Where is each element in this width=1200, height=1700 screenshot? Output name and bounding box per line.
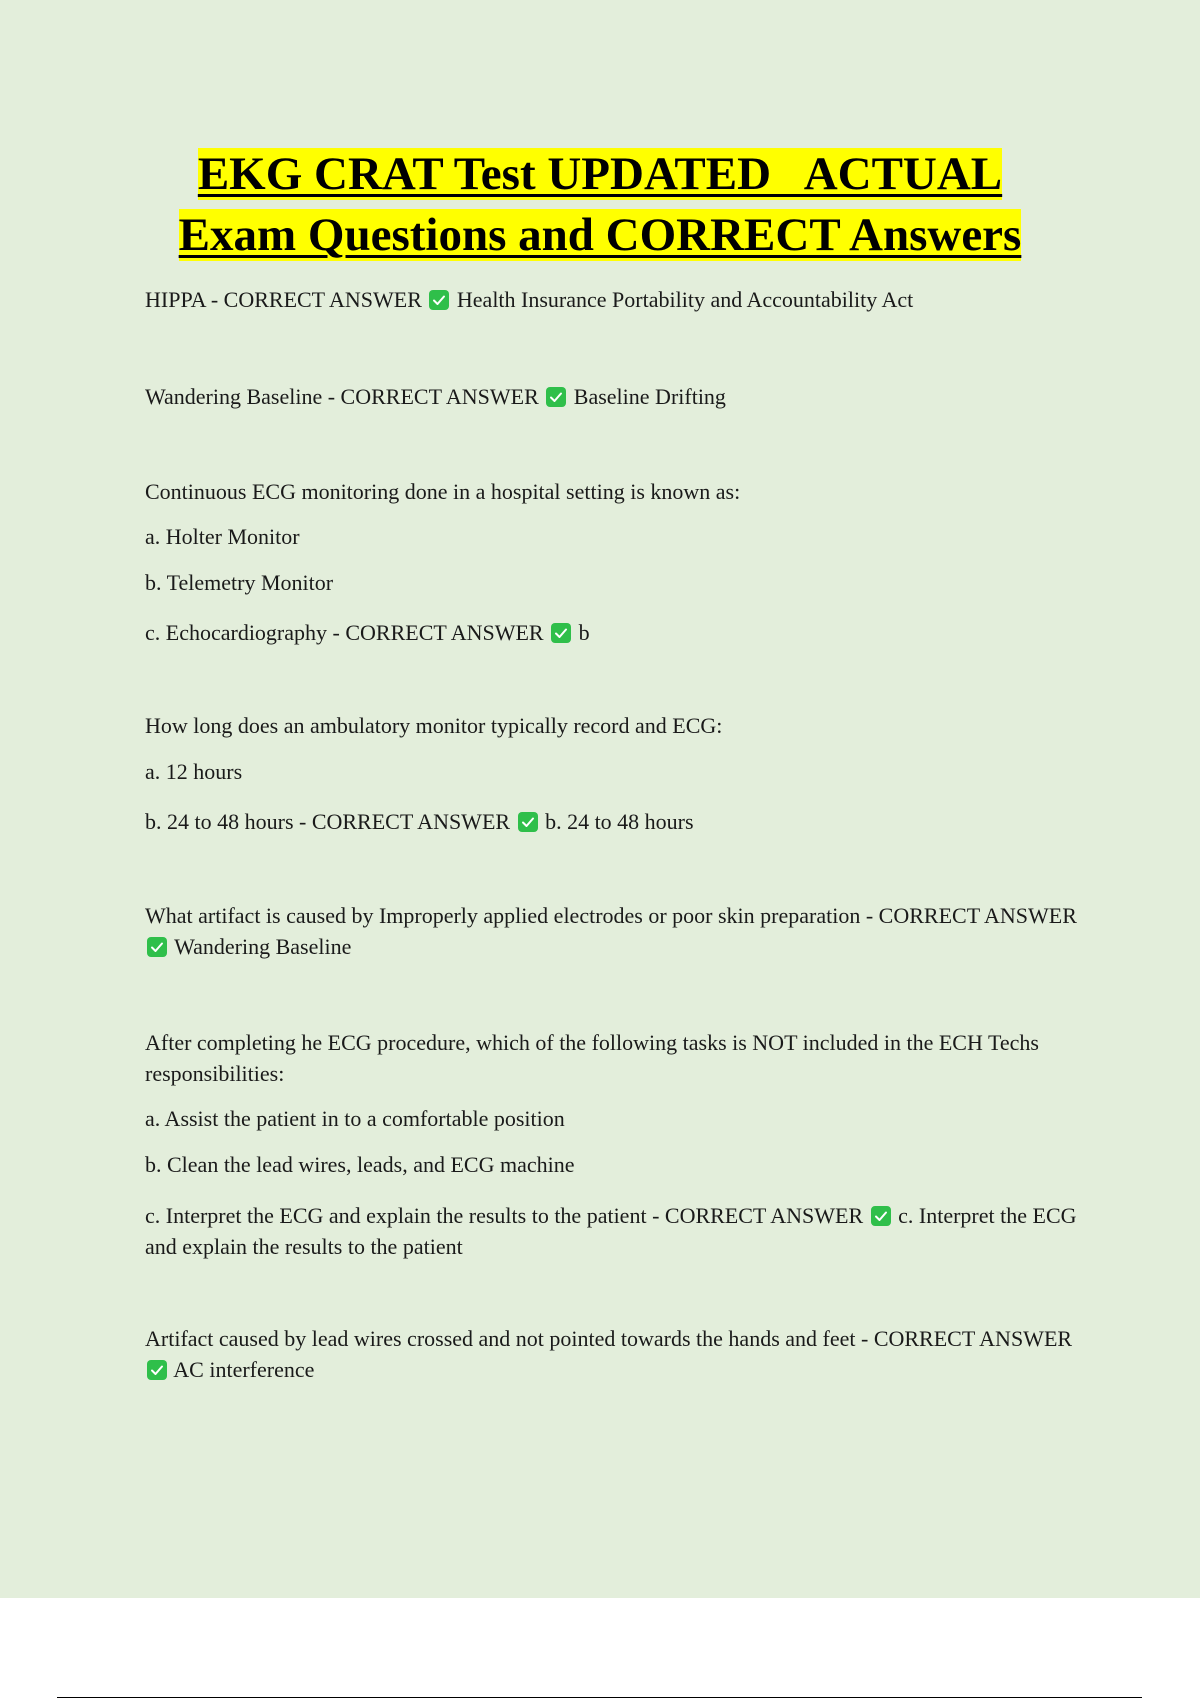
answer-text: Wandering Baseline (174, 934, 352, 959)
question-text: Continuous ECG monitoring done in a hospital setting is known as: (145, 479, 741, 504)
check-mark-icon (147, 1360, 167, 1380)
answer-prefix: b. 24 to 48 hours - CORRECT ANSWER (145, 809, 511, 834)
check-mark-icon (546, 387, 566, 407)
question-text: After completing he ECG procedure, which of the following tasks is NOT included in the ECH Techs responsibilities: (145, 1030, 1039, 1086)
answer-text: Health Insurance Portability and Accountability Act (456, 287, 914, 312)
qa-item-ecg-tech-responsibilities (145, 1200, 1085, 1262)
check-mark-icon (518, 812, 538, 832)
answer-prefix: c. Echocardiography - CORRECT ANSWER (145, 620, 544, 645)
title-line-1: EKG CRAT Test UPDATED ACTUAL (197, 148, 1003, 200)
option-b: b. Clean the lead wires, leads, and ECG machine (145, 1152, 575, 1177)
option-b: b. Telemetry Monitor (145, 570, 334, 595)
check-mark-icon (429, 290, 449, 310)
answer-prefix: What artifact is caused by Improperly applied electrodes or poor skin preparation - CORRECT ANSWER (145, 903, 1077, 928)
qa-item-lead-wires-artifact (145, 1323, 1085, 1385)
option-a: a. Holter Monitor (145, 524, 300, 549)
option-a: a. 12 hours (145, 759, 243, 784)
answer-prefix: Artifact caused by lead wires crossed and not pointed towards the hands and feet - CORRECT ANSWER (145, 1326, 1073, 1351)
check-mark-icon (551, 623, 571, 643)
footer-divider (57, 1697, 1142, 1698)
check-mark-icon (147, 937, 167, 957)
answer-prefix: HIPPA - CORRECT ANSWER (145, 287, 422, 312)
document-title (0, 144, 1200, 266)
answer-text: c. Interpret the ECG and explain the results to the patient (145, 1203, 1077, 1259)
question-text: How long does an ambulatory monitor typically record and ECG: (145, 713, 723, 738)
qa-item-continuous-ecg (145, 617, 1085, 648)
answer-text: b (578, 620, 590, 645)
answer-text: AC interference (173, 1357, 315, 1382)
answer-text: Baseline Drifting (573, 384, 726, 409)
answer-text: b. 24 to 48 hours (545, 809, 694, 834)
qa-item-electrode-artifact (145, 900, 1085, 962)
title-line-2: Exam Questions and CORRECT Answers (178, 209, 1022, 261)
option-a: a. Assist the patient in to a comfortable position (145, 1106, 565, 1131)
qa-item-wandering-baseline (145, 381, 1085, 412)
answer-prefix: Wandering Baseline - CORRECT ANSWER (145, 384, 539, 409)
qa-item-ambulatory-monitor (145, 806, 1085, 837)
qa-item-hippa (145, 284, 1085, 315)
check-mark-icon (871, 1206, 891, 1226)
answer-prefix: c. Interpret the ECG and explain the results to the patient - CORRECT ANSWER (145, 1203, 864, 1228)
